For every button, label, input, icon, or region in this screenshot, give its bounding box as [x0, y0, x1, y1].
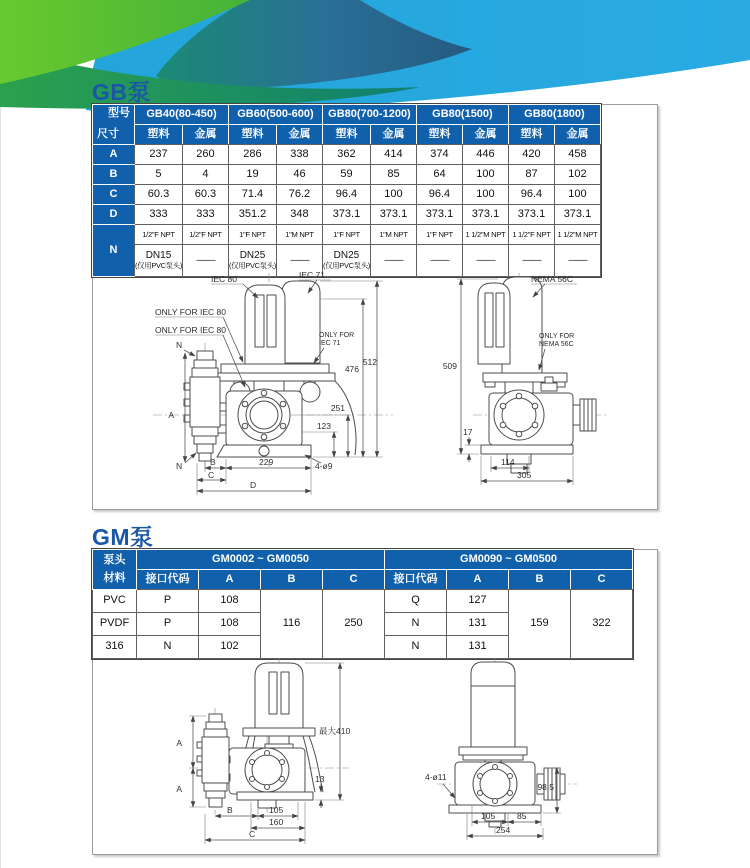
material-cell: PVDF	[93, 613, 137, 636]
sub-header: 接口代码	[385, 570, 447, 590]
cell: 1/2"F NPT	[135, 225, 183, 245]
sub-header: C	[323, 570, 385, 590]
gb-drawing-side	[443, 273, 609, 485]
corner-size-label: 尺寸	[97, 128, 119, 141]
dim-label: 105	[481, 811, 496, 821]
cell: 1"F NPT	[322, 225, 370, 245]
cell: 250	[323, 590, 385, 659]
gb-group-header: GB80(700-1200)	[322, 105, 416, 125]
cell: 19	[228, 165, 276, 185]
cell: 159	[509, 590, 571, 659]
gm-header-row-2	[93, 570, 633, 590]
cell: 85	[370, 165, 416, 185]
dim-label: 85	[517, 811, 527, 821]
dn-code: DN15	[145, 249, 172, 261]
cell: Q	[385, 590, 447, 613]
dash: ——	[568, 254, 587, 266]
dn-code: DN25	[239, 249, 266, 261]
cell: 1"M NPT	[370, 225, 416, 245]
gb-group-header: GB60(500-600)	[228, 105, 322, 125]
cell: 338	[276, 145, 322, 165]
dash: ——	[196, 254, 215, 266]
callout-label: IEC 80	[211, 274, 237, 284]
dn-code: DN25	[333, 249, 360, 261]
cell: 60.3	[182, 185, 228, 205]
dash: ——	[290, 254, 309, 266]
cell: 87	[508, 165, 554, 185]
cell: 1/2"F NPT	[182, 225, 228, 245]
dim-label: N	[176, 461, 183, 471]
gb-group-header: GB80(1500)	[416, 105, 508, 125]
dn-note: (仅用PVC泵头)	[135, 261, 182, 271]
dim-label: 251	[330, 403, 345, 413]
dim-label: D	[250, 480, 257, 490]
gb-spec-table	[92, 104, 601, 277]
callout-label: ONLY FOR IEC 80	[155, 325, 227, 335]
cell: N	[385, 613, 447, 636]
callout-label: ONLY FOR	[319, 332, 355, 339]
gb-technical-drawings	[93, 269, 657, 507]
cell: 348	[276, 205, 322, 225]
gm-drawing-side	[425, 658, 577, 840]
cell: 71.4	[228, 185, 276, 205]
corner-material-label: 材料	[103, 571, 126, 584]
dim-label: 160	[269, 817, 284, 827]
callout-label: NEMA 56C	[539, 341, 574, 348]
cell: 351.2	[228, 205, 276, 225]
dash: ——	[430, 254, 449, 266]
cell: 108	[199, 613, 261, 636]
cell: 237	[135, 145, 183, 165]
cell: 1"M NPT	[276, 225, 322, 245]
dim-label: 105	[269, 805, 284, 815]
cell: 96.4	[416, 185, 462, 205]
dim-label: B	[227, 805, 233, 815]
row-label: C	[93, 185, 135, 205]
cell: 76.2	[276, 185, 322, 205]
dn-note: (仅用PVC泵头)	[322, 261, 370, 271]
sub-header: B	[261, 570, 323, 590]
dash: ——	[384, 254, 403, 266]
cell: 100	[554, 185, 600, 205]
cell: N	[385, 636, 447, 659]
sub-header: A	[199, 570, 261, 590]
sub-header: B	[509, 570, 571, 590]
gb-corner-cell	[93, 105, 135, 145]
corner-model-label: 型号	[108, 107, 130, 119]
sub-header: 塑料	[228, 125, 276, 145]
row-label: A	[93, 145, 135, 165]
sub-header: 金属	[462, 125, 508, 145]
callout-label: IEC 71	[319, 340, 341, 347]
cell: 108	[199, 590, 261, 613]
gm-group-header: GM0002 ~ GM0050	[137, 550, 385, 570]
cell: 1"F NPT	[416, 225, 462, 245]
cell: 102	[554, 165, 600, 185]
material-cell: PVC	[93, 590, 137, 613]
cell: 100	[370, 185, 416, 205]
gb-group-header: GB80(1800)	[508, 105, 600, 125]
cell: 100	[462, 165, 508, 185]
cell: 96.4	[508, 185, 554, 205]
dash: ——	[476, 254, 495, 266]
dim-label: A	[176, 784, 182, 794]
sub-header: 塑料	[508, 125, 554, 145]
sub-header: 金属	[370, 125, 416, 145]
row-label: D	[93, 205, 135, 225]
gm-technical-drawings	[93, 656, 657, 852]
table-row	[93, 590, 633, 613]
gm-group-header: GM0090 ~ GM0500	[385, 550, 633, 570]
cell: 4	[182, 165, 228, 185]
callout-label: ONLY FOR	[539, 333, 575, 340]
cell: 1 1/2"M NPT	[554, 225, 600, 245]
dn-note: (仅用PVC泵头)	[228, 261, 276, 271]
dim-label: 114	[501, 457, 515, 467]
cell: 1"F NPT	[228, 225, 276, 245]
dim-label: 254	[496, 825, 511, 835]
dim-label: A	[168, 410, 174, 420]
cell: 96.4	[322, 185, 370, 205]
cell: 333	[135, 205, 183, 225]
dim-label: N	[176, 340, 183, 350]
dim-label: 509	[442, 361, 457, 371]
sub-header: A	[447, 570, 509, 590]
dim-label: 17	[463, 427, 473, 437]
cell: 414	[370, 145, 416, 165]
row-label: N	[93, 225, 135, 277]
cell: P	[137, 590, 199, 613]
gb-section-title: GB泵	[92, 79, 151, 105]
cell: 60.3	[135, 185, 183, 205]
cell: 1 1/2"F NPT	[508, 225, 554, 245]
gm-drawing-front	[176, 658, 350, 844]
cell: 322	[571, 590, 633, 659]
dim-label: 512	[362, 357, 377, 367]
table-row	[93, 165, 601, 185]
dim-label: 229	[259, 457, 274, 467]
cell: 1 1/2"M NPT	[462, 225, 508, 245]
cell: 446	[462, 145, 508, 165]
cell: 373.1	[322, 205, 370, 225]
cell: 100	[462, 185, 508, 205]
dim-label: 123	[316, 421, 331, 431]
cell: 362	[322, 145, 370, 165]
cell: 286	[228, 145, 276, 165]
cell: 127	[447, 590, 509, 613]
callout-label: ONLY FOR IEC 80	[155, 307, 227, 317]
gb-header-row-1	[93, 105, 601, 125]
cell: 373.1	[370, 205, 416, 225]
dim-label: C	[249, 829, 256, 839]
callout-label: NEMA 56C	[531, 274, 574, 284]
sub-header: 塑料	[322, 125, 370, 145]
gm-corner-cell	[93, 550, 137, 590]
sub-header: 塑料	[135, 125, 183, 145]
dim-label: 4-ø11	[425, 772, 447, 782]
callout-label: IEC 71	[299, 270, 325, 280]
cell: 46	[276, 165, 322, 185]
cell: 374	[416, 145, 462, 165]
gb-group-header: GB40(80-450)	[135, 105, 229, 125]
cell: 260	[182, 145, 228, 165]
gm-header-row-1	[93, 550, 633, 570]
corner-pumphead-label: 泵头	[103, 554, 126, 567]
sub-header: 金属	[182, 125, 228, 145]
cell: 373.1	[508, 205, 554, 225]
cell: P	[137, 613, 199, 636]
gb-npt-row	[93, 225, 601, 245]
cell: 373.1	[416, 205, 462, 225]
dash: ——	[522, 254, 541, 266]
sub-header: 金属	[276, 125, 322, 145]
dim-label: 98.5	[537, 782, 554, 792]
sub-header: 接口代码	[137, 570, 199, 590]
cell: 116	[261, 590, 323, 659]
cell: 458	[554, 145, 600, 165]
cell: 373.1	[554, 205, 600, 225]
sub-header: 塑料	[416, 125, 462, 145]
cell: 373.1	[462, 205, 508, 225]
cell: 333	[182, 205, 228, 225]
sub-header: C	[571, 570, 633, 590]
table-row	[93, 205, 601, 225]
dim-label: A	[176, 738, 182, 748]
row-label: B	[93, 165, 135, 185]
cell: 420	[508, 145, 554, 165]
dim-label: 13	[315, 774, 325, 784]
dim-label: 最大410	[319, 726, 351, 736]
page-edge-line	[0, 0, 1, 868]
gb-drawing-front	[153, 270, 393, 495]
cell: N	[137, 636, 199, 659]
dim-label: 305	[517, 470, 532, 480]
dim-label: 4-ø9	[315, 461, 333, 471]
dim-label: B	[210, 457, 216, 467]
sub-header: 金属	[554, 125, 600, 145]
dim-label: 476	[344, 364, 359, 374]
gb-header-row-2	[93, 125, 601, 145]
cell: 64	[416, 165, 462, 185]
cell: 131	[447, 613, 509, 636]
cell: 59	[322, 165, 370, 185]
cell: 131	[447, 636, 509, 659]
table-row	[93, 185, 601, 205]
cell: 5	[135, 165, 183, 185]
table-row	[93, 145, 601, 165]
gm-spec-table	[92, 549, 633, 659]
dim-label: C	[208, 470, 215, 480]
gm-section-title: GM泵	[92, 524, 154, 550]
cell: 102	[199, 636, 261, 659]
material-cell: 316	[93, 636, 137, 659]
